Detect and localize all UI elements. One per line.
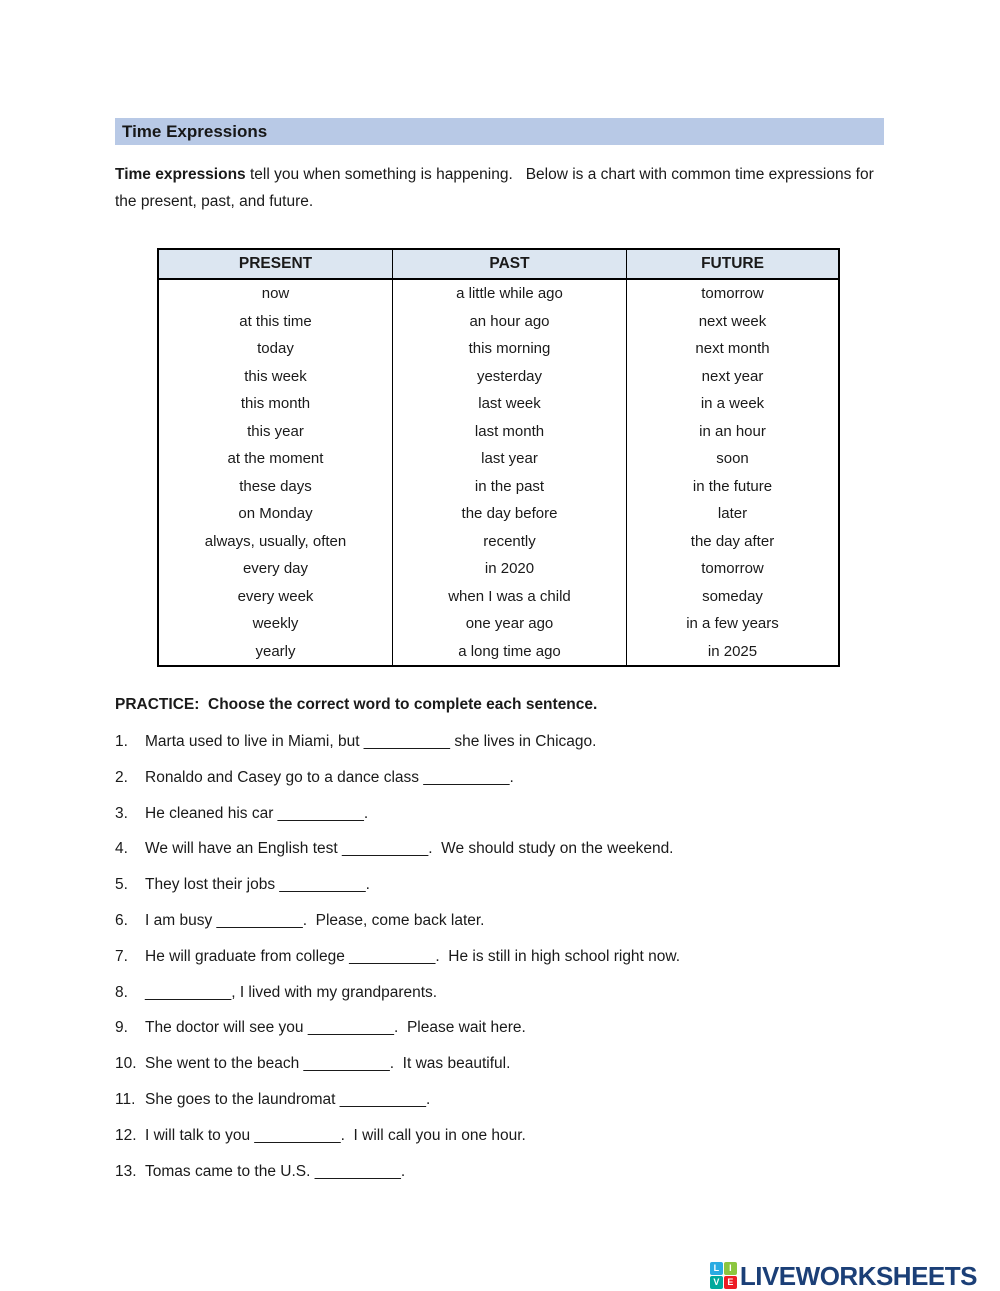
cell-present: at the moment — [158, 445, 393, 473]
table-row — [158, 528, 839, 556]
worksheet-page — [115, 118, 884, 1198]
cell-present: today — [158, 335, 393, 363]
liveworksheets-logo[interactable] — [710, 1262, 977, 1289]
cell-present: weekly — [158, 610, 393, 638]
practice-item-11 — [115, 1091, 884, 1127]
logo-tile-e: E — [724, 1276, 737, 1289]
item-number: 4. — [115, 840, 128, 858]
item-number: 3. — [115, 804, 128, 822]
cell-future: next week — [627, 308, 840, 336]
cell-past: last year — [393, 445, 627, 473]
practice-item-1 — [115, 733, 884, 769]
item-number: 13. — [115, 1162, 137, 1180]
table-row — [158, 638, 839, 667]
page-title: Time Expressions — [122, 122, 268, 141]
practice-item-4 — [115, 840, 884, 876]
cell-future: in a few years — [627, 610, 840, 638]
logo-tile-i: I — [724, 1262, 737, 1275]
cell-future: the day after — [627, 528, 840, 556]
cell-past: yesterday — [393, 363, 627, 391]
logo-tile-v: V — [710, 1276, 723, 1289]
cell-future: later — [627, 500, 840, 528]
cell-future: tomorrow — [627, 279, 840, 308]
cell-past: one year ago — [393, 610, 627, 638]
cell-future: someday — [627, 583, 840, 611]
item-sentence: The doctor will see you __________. Please wait here. — [145, 1019, 526, 1037]
item-sentence: Tomas came to the U.S. __________. — [145, 1162, 406, 1180]
item-number: 12. — [115, 1126, 137, 1144]
cell-present: always, usually, often — [158, 528, 393, 556]
practice-item-5 — [115, 876, 884, 912]
item-number: 9. — [115, 1019, 128, 1037]
item-sentence: I will talk to you __________. I will call you in one hour. — [145, 1126, 526, 1144]
cell-future: next month — [627, 335, 840, 363]
header-past: PAST — [393, 249, 627, 279]
practice-item-2 — [115, 769, 884, 805]
cell-future: in an hour — [627, 418, 840, 446]
cell-present: on Monday — [158, 500, 393, 528]
item-sentence: She goes to the laundromat __________. — [145, 1090, 431, 1108]
item-sentence: We will have an English test __________. We should study on the weekend. — [145, 840, 674, 858]
item-sentence: Ronaldo and Casey go to a dance class __________. — [145, 768, 514, 786]
intro-text: tell you when something is happening. Below is a chart with common time expressions for the present, past, and future. — [115, 166, 879, 210]
logo-tile-l: L — [710, 1262, 723, 1275]
item-sentence: She went to the beach __________. It was beautiful. — [145, 1055, 511, 1073]
table-row — [158, 500, 839, 528]
cell-future: tomorrow — [627, 555, 840, 583]
table-row — [158, 418, 839, 446]
table-row — [158, 445, 839, 473]
practice-item-6 — [115, 912, 884, 948]
header-present: PRESENT — [158, 249, 393, 279]
item-sentence: They lost their jobs __________. — [145, 876, 370, 894]
table-row — [158, 390, 839, 418]
cell-past: last week — [393, 390, 627, 418]
item-sentence: I am busy __________. Please, come back later. — [145, 911, 485, 929]
cell-present: every day — [158, 555, 393, 583]
cell-past: in 2020 — [393, 555, 627, 583]
practice-item-3 — [115, 805, 884, 841]
table-row — [158, 555, 839, 583]
cell-present: this month — [158, 390, 393, 418]
practice-item-12 — [115, 1127, 884, 1163]
practice-item-8 — [115, 984, 884, 1020]
table-row — [158, 583, 839, 611]
item-number: 7. — [115, 947, 128, 965]
item-number: 5. — [115, 876, 128, 894]
cell-past: last month — [393, 418, 627, 446]
cell-future: next year — [627, 363, 840, 391]
cell-future: in the future — [627, 473, 840, 501]
liveworksheets-wordmark: LIVEWORKSHEETS — [739, 1260, 977, 1291]
cell-past: when I was a child — [393, 583, 627, 611]
table-row — [158, 473, 839, 501]
cell-present: now — [158, 279, 393, 308]
cell-past: in the past — [393, 473, 627, 501]
cell-present: yearly — [158, 638, 393, 667]
item-number: 1. — [115, 733, 128, 750]
cell-present: at this time — [158, 308, 393, 336]
cell-present: this year — [158, 418, 393, 446]
item-number: 8. — [115, 983, 128, 1001]
cell-present: these days — [158, 473, 393, 501]
item-sentence: He will graduate from college __________. He is still in high school right now. — [145, 947, 681, 965]
practice-list — [115, 733, 884, 1198]
item-number: 10. — [115, 1055, 137, 1073]
cell-present: this week — [158, 363, 393, 391]
item-sentence: __________, I lived with my grandparents. — [145, 983, 438, 1001]
cell-past: this morning — [393, 335, 627, 363]
item-sentence: He cleaned his car __________. — [145, 804, 369, 822]
cell-past: a little while ago — [393, 279, 627, 308]
item-sentence: Marta used to live in Miami, but __________ she lives in Chicago. — [145, 733, 597, 750]
cell-past: an hour ago — [393, 308, 627, 336]
header-future: FUTURE — [627, 249, 840, 279]
cell-past: a long time ago — [393, 638, 627, 667]
practice-item-7 — [115, 948, 884, 984]
cell-past: recently — [393, 528, 627, 556]
table-row — [158, 335, 839, 363]
time-expressions-table — [157, 248, 840, 667]
intro-bold-phrase: Time expressions — [115, 166, 246, 183]
item-number: 2. — [115, 768, 128, 786]
item-number: 11. — [115, 1090, 136, 1108]
practice-heading: PRACTICE: Choose the correct word to complete each sentence. — [115, 696, 598, 713]
liveworksheets-logo-icon — [710, 1262, 737, 1289]
cell-future: soon — [627, 445, 840, 473]
cell-future: in a week — [627, 390, 840, 418]
table-row — [158, 308, 839, 336]
item-number: 6. — [115, 911, 128, 929]
practice-item-13 — [115, 1163, 884, 1199]
cell-past: the day before — [393, 500, 627, 528]
practice-item-9 — [115, 1019, 884, 1055]
table-row — [158, 363, 839, 391]
table-row — [158, 610, 839, 638]
title-banner — [115, 118, 884, 145]
cell-future: in 2025 — [627, 638, 840, 667]
practice-item-10 — [115, 1055, 884, 1091]
intro-paragraph — [115, 161, 884, 215]
cell-present: every week — [158, 583, 393, 611]
time-expressions-table-wrap — [157, 248, 884, 667]
table-row — [158, 279, 839, 308]
table-header-row — [158, 249, 839, 279]
